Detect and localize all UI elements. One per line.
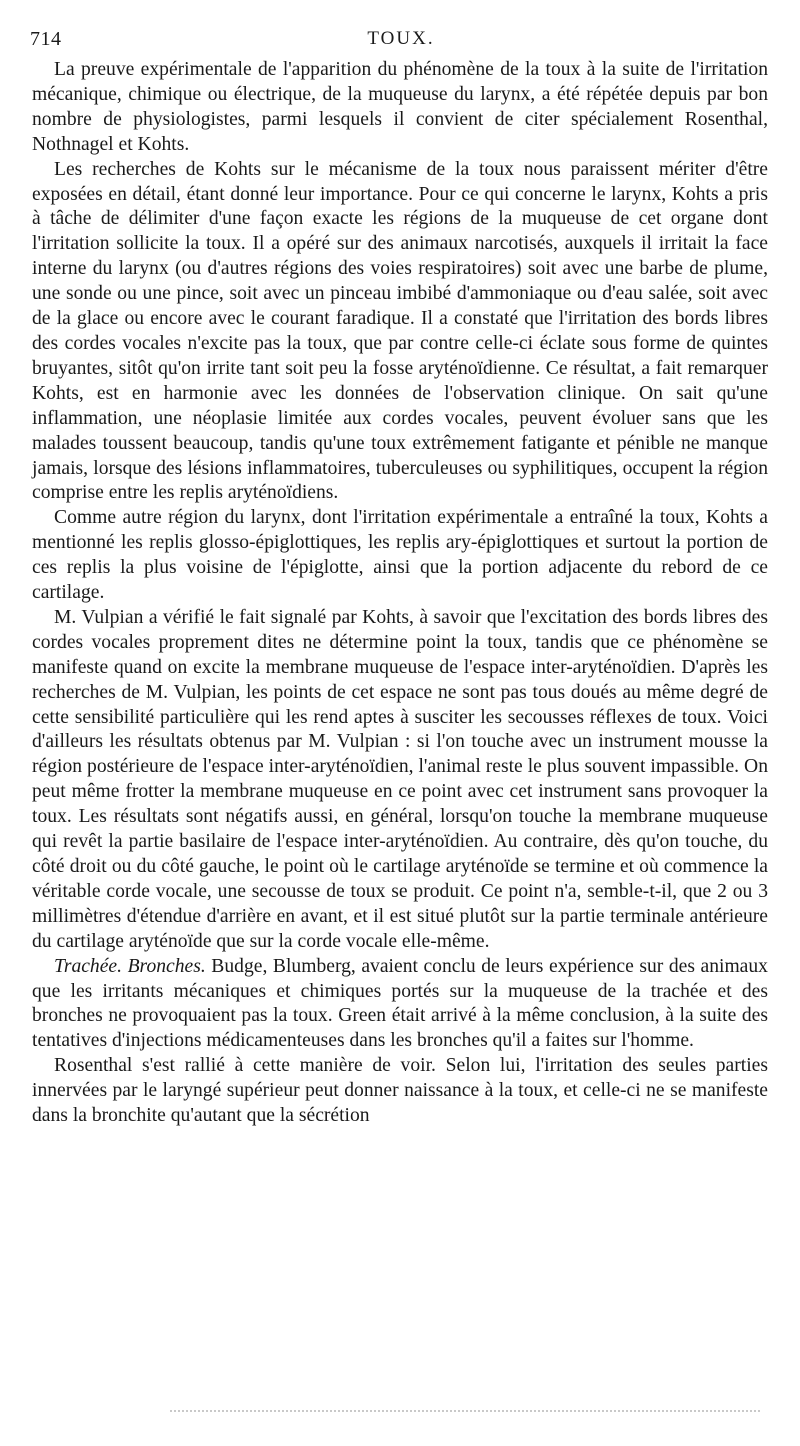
scan-artifact xyxy=(170,1410,760,1416)
page-header xyxy=(30,28,772,58)
paragraph-other-larynx-regions: Comme autre région du larynx, dont l'irritation expérimentale a entraîné la toux, Kohts a mentionné les replis glosso-épiglottiques, les replis ary-épiglottiques et surtout la portion de ces replis la plus voisine de l'épiglotte, ainsi que la portion adjacente du rebord de ce cartilage. xyxy=(32,507,768,604)
paragraph-experimental-proof: La preuve expérimentale de l'apparition du phénomène de la toux à la suite de l'irritation mécanique, chimique ou électrique, de la muqueuse du larynx, a été répétée depuis par bon nombre de physiologistes, parmi lesquels il convient de citer spécialement Rosenthal, Nothnagel et Kohts. xyxy=(32,59,768,155)
paragraph-vulpian-findings: M. Vulpian a vérifié le fait signalé par Kohts, à savoir que l'excitation des bords libres des cordes vocales proprement dites ne détermine point la toux, tandis que ce phénomène se manifeste quand on excite la membrane muqueuse de l'espace inter-aryténoïdien. D'après les recherches de M. Vulpian, les points de cet espace ne sont pas tous doués au même degré de cette sensibilité particulière qui les rend aptes à susciter les secousses réflexes de toux. Voici d'ailleurs les résultats obtenus par M. Vulpian : si l'on touche avec un instrument mousse la région postérieure de l'espace inter-aryténoïdien, l'animal reste le plus souvent impassible. On peut même frotter la membrane muqueuse en ce point avec cet instrument sans provoquer la toux. Les résultats sont négatifs aussi, en général, lorsqu'on touche la membrane muqueuse qui revêt la partie basilaire de l'espace inter-aryténoïdien. Au contraire, dès qu'on touche, du côté droit ou du côté gauche, le point où le cartilage aryténoïde se termine et où commence la véritable corde vocale, une secousse de toux se produit. Ce point n'a, semble-t-il, que 2 ou 3 millimètres d'étendue d'arrière en avant, et il est situé plutôt sur la partie terminale antérieure du cartilage aryténoïde que sur la corde vocale elle-même. xyxy=(32,606,768,952)
running-title: TOUX. xyxy=(367,28,435,49)
section-run-in-heading: Trachée. Bronches. xyxy=(54,955,206,977)
paragraph-rosenthal: Rosenthal s'est rallié à cette manière de voir. Selon lui, l'irritation des seules parties innervées par le laryngé supérieur peut donner naissance à la toux, et celle-ci ne se manifeste dans la bronchite qu'autant que la sécrétion xyxy=(32,1055,768,1127)
body-text xyxy=(32,58,768,1129)
paragraph-trachea-bronchi: Trachée. Bronches. Budge, Blumberg, avaient conclu de leurs expérience sur des animaux que les irritants mécaniques et chimiques portés sur la muqueuse de la trachée et des bronches ne provoquaient pas la toux. Green était arrivé à la même conclusion, à la suite des tentatives d'injections médicamenteuses dans les bronches qu'il a faites sur l'homme. xyxy=(32,955,768,1052)
paragraph-kohts-research: Les recherches de Kohts sur le mécanisme de la toux nous paraissent mériter d'être exposées en détail, étant donné leur importance. Pour ce qui concerne le larynx, Kohts a pris à tâche de délimiter d'une façon exacte les régions de la muqueuse de cet organe dont l'irritation sollicite la toux. Il a opéré sur des animaux narcotisés, auxquels il irritait la face interne du larynx (ou d'autres régions des voies respiratoires) soit avec une barbe de plume, une sonde ou une pince, soit avec un pinceau imbibé d'ammoniaque ou d'eau salée, soit avec de la glace ou encore avec le courant faradique. Il a constaté que l'irritation des bords libres des cordes vocales n'excite pas la toux, que par contre celle-ci éclate sous forme de quintes bruyantes, sitôt qu'on irrite tant soit peu la fosse aryténoïdienne. Ce résultat, a fait remarquer Kohts, est en harmonie avec les données de l'observation clinique. On sait qu'une inflammation, une néoplasie limitée aux cordes vocales, peuvent évoluer sans que les malades toussent beaucoup, tandis qu'une toux extrêmement fatigante et pénible ne manque jamais, lorsque des lésions inflammatoires, tuberculeuses ou syphilitiques, occupent la région comprise entre les replis aryténoïdiens. xyxy=(32,158,768,504)
page-number: 714 xyxy=(30,28,62,50)
